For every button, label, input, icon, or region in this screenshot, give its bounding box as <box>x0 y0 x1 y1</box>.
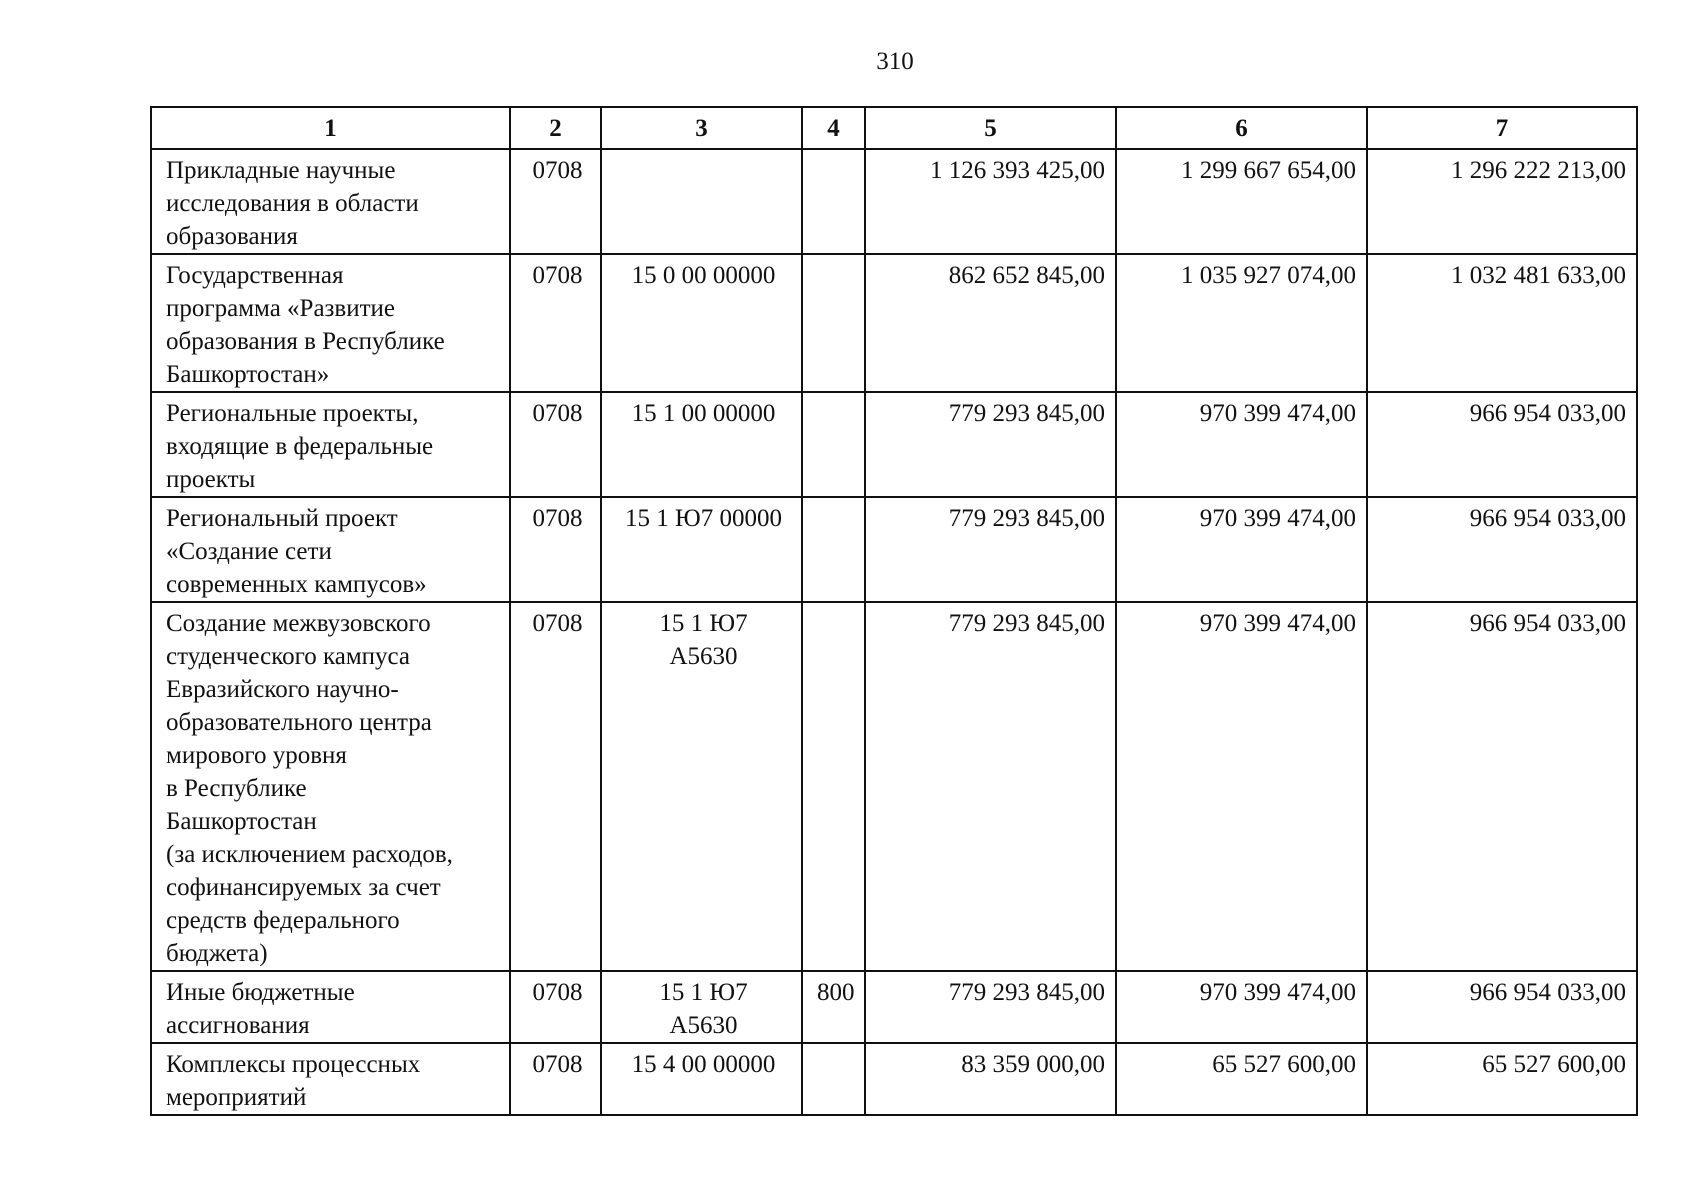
row-amount-7: 966 954 033,00 <box>1367 497 1637 602</box>
row-name: Региональные проекты, входящие в федеральные проекты <box>151 392 510 497</box>
table-row <box>151 602 1637 971</box>
row-section: 0708 <box>510 602 601 971</box>
row-name: Создание межвузовского студенческого кампуса Евразийского научно- образовательного центра мирового уровня в Республике Башкортостан (за исключением расходов, софинансируемых за счет средств федерального бюджета) <box>151 602 510 971</box>
row-amount-5: 779 293 845,00 <box>865 392 1116 497</box>
row-amount-7: 966 954 033,00 <box>1367 602 1637 971</box>
table-row <box>151 392 1637 497</box>
row-type <box>802 254 865 392</box>
header-col-7: 7 <box>1367 107 1637 149</box>
row-amount-5: 83 359 000,00 <box>865 1043 1116 1115</box>
row-section: 0708 <box>510 149 601 254</box>
row-type <box>802 602 865 971</box>
row-amount-7: 1 032 481 633,00 <box>1367 254 1637 392</box>
header-col-3: 3 <box>601 107 802 149</box>
header-col-1: 1 <box>151 107 510 149</box>
row-amount-6: 970 399 474,00 <box>1116 971 1367 1043</box>
row-name: Иные бюджетные ассигнования <box>151 971 510 1043</box>
row-amount-6: 65 527 600,00 <box>1116 1043 1367 1115</box>
row-type <box>802 392 865 497</box>
row-name: Комплексы процессных мероприятий <box>151 1043 510 1115</box>
header-col-2: 2 <box>510 107 601 149</box>
row-amount-6: 970 399 474,00 <box>1116 392 1367 497</box>
row-amount-6: 1 299 667 654,00 <box>1116 149 1367 254</box>
row-amount-5: 779 293 845,00 <box>865 602 1116 971</box>
row-amount-7: 65 527 600,00 <box>1367 1043 1637 1115</box>
header-row <box>151 107 1637 149</box>
row-name: Региональный проект «Создание сети современных кампусов» <box>151 497 510 602</box>
table-row <box>151 254 1637 392</box>
row-name: Прикладные научные исследования в области образования <box>151 149 510 254</box>
row-type <box>802 149 865 254</box>
table-row <box>151 149 1637 254</box>
row-target: 15 0 00 00000 <box>601 254 802 392</box>
row-name: Государственная программа «Развитие образования в Республике Башкортостан» <box>151 254 510 392</box>
row-amount-5: 779 293 845,00 <box>865 497 1116 602</box>
row-section: 0708 <box>510 497 601 602</box>
row-amount-6: 970 399 474,00 <box>1116 602 1367 971</box>
row-target <box>601 149 802 254</box>
table-row <box>151 497 1637 602</box>
header-col-4: 4 <box>802 107 865 149</box>
row-amount-6: 970 399 474,00 <box>1116 497 1367 602</box>
row-type <box>802 1043 865 1115</box>
row-amount-5: 779 293 845,00 <box>865 971 1116 1043</box>
row-type: 800 <box>802 971 865 1043</box>
header-col-6: 6 <box>1116 107 1367 149</box>
row-amount-7: 966 954 033,00 <box>1367 392 1637 497</box>
row-section: 0708 <box>510 254 601 392</box>
row-amount-6: 1 035 927 074,00 <box>1116 254 1367 392</box>
budget-table <box>150 106 1638 1116</box>
page-number: 310 <box>876 48 914 75</box>
table-row <box>151 971 1637 1043</box>
header-col-5: 5 <box>865 107 1116 149</box>
row-amount-5: 862 652 845,00 <box>865 254 1116 392</box>
row-section: 0708 <box>510 971 601 1043</box>
row-section: 0708 <box>510 392 601 497</box>
row-type <box>802 497 865 602</box>
row-amount-7: 1 296 222 213,00 <box>1367 149 1637 254</box>
row-section: 0708 <box>510 1043 601 1115</box>
row-target: 15 1 Ю7 А5630 <box>601 602 802 971</box>
row-target: 15 1 Ю7 А5630 <box>601 971 802 1043</box>
row-amount-7: 966 954 033,00 <box>1367 971 1637 1043</box>
row-target: 15 4 00 00000 <box>601 1043 802 1115</box>
table-row <box>151 1043 1637 1115</box>
row-target: 15 1 00 00000 <box>601 392 802 497</box>
row-amount-5: 1 126 393 425,00 <box>865 149 1116 254</box>
row-target: 15 1 Ю7 00000 <box>601 497 802 602</box>
